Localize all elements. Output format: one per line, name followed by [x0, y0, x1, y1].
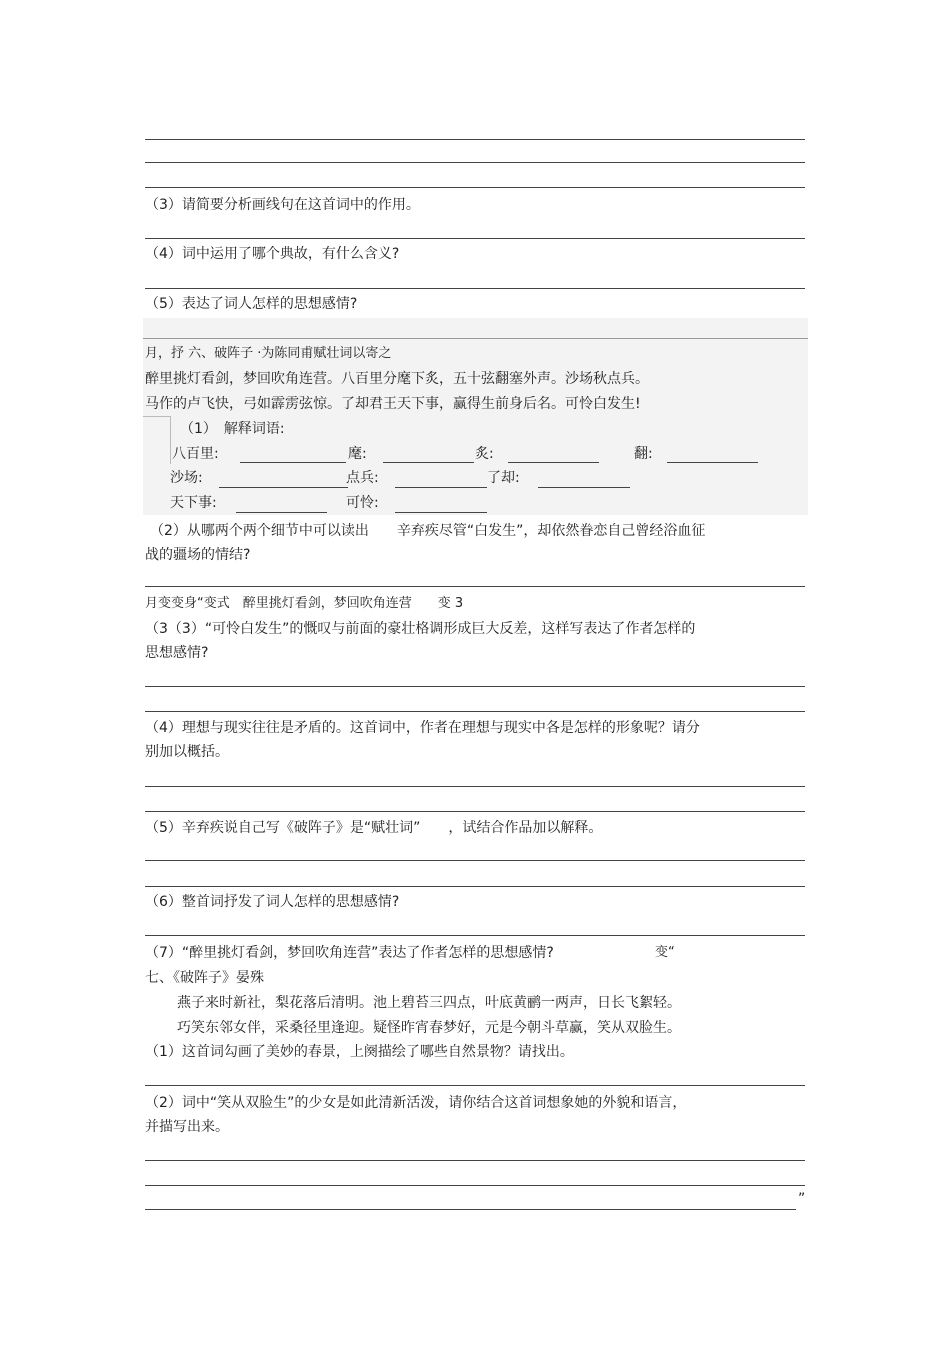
term-blank [395, 512, 487, 513]
poem-6-q2: （2）从哪两个两个细节中可以读出 辛弃疾尽管“白发生”，却依然眷恋自己曾经浴血征 [150, 523, 706, 539]
poem-6-heading: 月，抒 六、破阵子 ·为陈同甫赋壮词以寄之 [145, 346, 392, 361]
answer-line [145, 886, 805, 887]
closing-quote: ” [798, 1191, 806, 1207]
answer-line [145, 139, 805, 140]
answer-line [145, 686, 805, 687]
term-blank [395, 487, 487, 488]
answer-line [145, 860, 805, 861]
answer-line [145, 288, 805, 289]
term-label: 可怜: [346, 495, 379, 511]
poem-7-heading: 七、《破阵子》晏殊 [145, 970, 264, 986]
answer-line [145, 1085, 805, 1086]
term-blank [383, 462, 474, 463]
term-label: 炙: [475, 446, 494, 462]
term-blank [667, 462, 758, 463]
variant-mark: 变“ [655, 945, 675, 960]
poem-6-q7: （7）“醉里挑灯看剑，梦回吹角连营”表达了作者怎样的思想感情? [145, 945, 554, 961]
poem-6-q2-cont: 战的疆场的情结? [145, 547, 251, 563]
answer-line [145, 586, 805, 587]
divider [143, 338, 808, 339]
term-label: 天下事: [170, 495, 217, 511]
poem-7-q2: （2）词中“笑从双脸生”的少女是如此清新活泼，请你结合这首词想象她的外貌和语言， [145, 1095, 687, 1111]
term-label: 翻: [634, 446, 653, 462]
divider [143, 416, 170, 417]
term-label: 点兵: [346, 470, 379, 486]
term-label: 麾: [348, 446, 367, 462]
term-label: 了却: [487, 470, 520, 486]
divider [170, 416, 171, 464]
answer-line [145, 187, 805, 188]
poem-7-q2-cont: 并描写出来。 [145, 1119, 229, 1135]
answer-line [145, 935, 805, 936]
term-blank [236, 512, 327, 513]
poem-6-q4-cont: 别加以概括。 [145, 744, 229, 760]
poem-6-q5: （5）辛弃疾说自己写《破阵子》是“赋壮词” ，试结合作品加以解释。 [145, 820, 603, 836]
term-blank [240, 462, 346, 463]
poem-6-line-2: 马作的卢飞快，弓如霹雳弦惊。了却君王天下事，赢得生前身后名。可怜白发生! [145, 396, 641, 412]
poem-7-line-2: 巧笑东邻女伴，采桑径里逢迎。疑怪昨宵春梦好，元是今朝斗草赢，笑从双脸生。 [177, 1020, 681, 1036]
answer-line [145, 1160, 805, 1161]
term-label: 八百里: [172, 446, 219, 462]
term-question: （1） 解释词语: [180, 421, 285, 437]
term-blank [219, 487, 348, 488]
poem-6-q3-cont: 思想感情? [145, 645, 209, 661]
poem-6-q6: （6）整首词抒发了词人怎样的思想感情? [145, 894, 400, 910]
term-blank [508, 462, 599, 463]
variant-note: 月变变身“变式 醉里挑灯看剑，梦回吹角连营 变 3 [145, 596, 464, 611]
answer-line [145, 811, 805, 812]
term-blank [538, 487, 630, 488]
question-3: （3）请简要分析画线句在这首词中的作用。 [145, 197, 420, 213]
answer-line [145, 1185, 805, 1186]
question-4: （4）词中运用了哪个典故，有什么含义? [145, 246, 400, 262]
question-5: （5）表达了词人怎样的思想感情? [145, 296, 358, 312]
answer-line [145, 238, 805, 239]
poem-7-q1: （1）这首词勾画了美妙的春景，上阕描绘了哪些自然景物？请找出。 [145, 1044, 574, 1060]
poem-7-line-1: 燕子来时新社，梨花落后清明。池上碧苔三四点，叶底黄鹂一两声，日长飞絮轻。 [177, 995, 681, 1011]
poem-6-q4: （4）理想与现实往往是矛盾的。这首词中，作者在理想与现实中各是怎样的形象呢？请分 [145, 720, 700, 736]
answer-line [145, 711, 805, 712]
term-label: 沙场: [170, 470, 203, 486]
poem-6-line-1: 醉里挑灯看剑，梦回吹角连营。八百里分麾下炙，五十弦翻塞外声。沙场秋点兵。 [145, 371, 649, 387]
answer-line [145, 1209, 796, 1210]
poem-6-q3: （3（3）“可怜白发生”的慨叹与前面的豪壮格调形成巨大反差，这样写表达了作者怎样的 [145, 621, 696, 637]
answer-line [145, 786, 805, 787]
answer-line [145, 162, 805, 163]
